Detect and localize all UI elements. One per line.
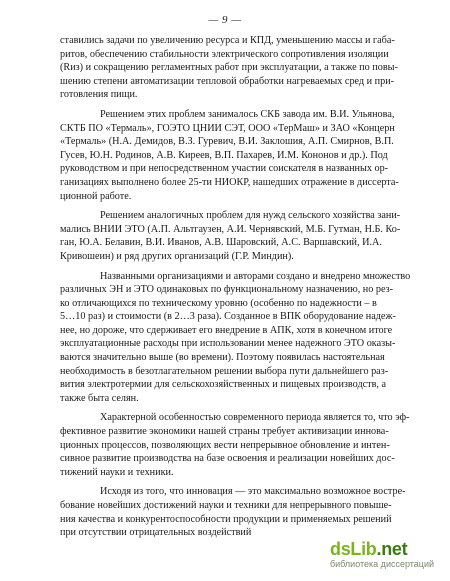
text-line: сивное развитие производства на базе освоения и реализации новейших дос- — [60, 453, 395, 465]
paragraph-5 — [60, 411, 417, 479]
page-number: — 9 — — [208, 14, 242, 26]
text-line: ганизациях выполнено более 25-ти НИОКР, нашедших отражение в диссерта- — [60, 176, 399, 188]
text-line: нее, но дороже, что сдерживает его внедрение в АПК, хотя в конечном итоге — [60, 324, 393, 336]
text-line: вития электротермии для сельскохозяйственных и пищевых производств, а — [60, 379, 387, 391]
text-line: тижений науки и техники. — [60, 466, 174, 478]
paragraph-6 — [60, 485, 417, 539]
paragraph-1 — [60, 34, 417, 102]
watermark-subtitle: библиотека диссертаций — [330, 559, 435, 569]
text-line: при отсутствии отрицательных воздействий — [60, 527, 252, 539]
text-line: Характерной особенностью современного периода является то, что эф- — [100, 412, 410, 424]
text-line: Гусев, Ю.Н. Родинов, А.В. Киреев, В.П. Пахарев, И.М. Кононов и др.). Под — [60, 149, 388, 161]
text-line: 5…10 раз) и стоимости (в 2…3 раза). Созданное в ВПК оборудование надеж- — [60, 311, 396, 323]
text-line: ваются значительно выше (во времени). Поэтому появилась настоятельная — [60, 352, 385, 364]
logo-suffix-text: .net — [376, 539, 408, 559]
text-line: «Термаль» (Н.А. Демидов, В.З. Гуревич, В.И. Заклошия, А.П. Смирнов, В.П. — [60, 136, 394, 148]
text-line: ставились задачи по увеличению ресурса и КПД, уменьшению массы и габа- — [60, 35, 395, 46]
text-line: ционной работе. — [60, 190, 132, 202]
text-line: фективное развитие экономики нашей страны требует активизации иннова- — [60, 426, 389, 438]
text-line: Решением аналогичных проблем для нужд сельского хозяйства зани- — [100, 210, 401, 222]
text-line: ко отличающихся по техническому уровню (особенно по надежности – в — [60, 297, 377, 309]
text-line: ган, Ю.А. Белавин, В.И. Иванов, А.В. Шаровский, А.С. Варшавский, И.А. — [60, 237, 382, 249]
paragraph-3 — [60, 209, 417, 263]
text-line: также быта селян. — [60, 392, 139, 404]
watermark[interactable] — [330, 539, 442, 575]
text-line: руководством и при непосредственном участии соискателя в названных ор- — [60, 163, 389, 175]
document-body — [60, 34, 417, 546]
text-line: шению степени автоматизации тепловой обработки нагреваемых сред и при- — [60, 75, 395, 87]
paragraph-4 — [60, 270, 417, 406]
paragraph-2 — [60, 108, 417, 203]
logo-main-text: dsLib — [330, 539, 377, 559]
text-line: эксплуатационные расходы при использовании менее надежного ЭТО оказы- — [60, 338, 396, 350]
text-line: Решением этих проблем занималось СКБ завода им. В.И. Ульянова, — [100, 108, 395, 120]
text-line: ритов, обеспечению стабильности электрического сопротивления изоляции — [60, 48, 389, 60]
text-line: Кривошеин) и ряд других организаций (Г.Р. Миндин). — [60, 250, 294, 262]
text-line: Названными организациями и авторами создано и внедрено множество — [100, 270, 411, 282]
text-line: готовления пищи. — [60, 89, 138, 101]
text-line: различных ЭН и ЭТО одинаковых по функциональному назначению, но рез- — [60, 284, 394, 296]
text-line: (Rиз) и сокращению регламентных работ при эксплуатации, а также по повы- — [60, 62, 398, 74]
text-line: бование новейших достижений науки и техники для непрерывного повыше- — [60, 500, 392, 511]
text-line: СКТБ ПО «Термаль», ГОЭТО ЦНИИ СЭТ, ООО «ТерМаш» и ЗАО «Концерн — [60, 122, 395, 134]
text-line: Исходя из того, что инновация — это максимально возможное востре- — [100, 486, 406, 498]
text-line: необходимость в безотлагательном решении выбора пути дальнейшего раз- — [60, 365, 389, 377]
text-line: мались ВНИИ ЭТО (А.П. Альтгаузен, А.И. Чернявский, М.Б. Гутман, Н.Б. Ко- — [60, 223, 401, 235]
text-line: ционных процессов, позволяющих вести непрерывное обновление и интен- — [60, 439, 390, 451]
text-line: ния качества и конкурентоспособности продукции и применяемых решений — [60, 513, 392, 525]
dslib-logo — [330, 539, 442, 559]
